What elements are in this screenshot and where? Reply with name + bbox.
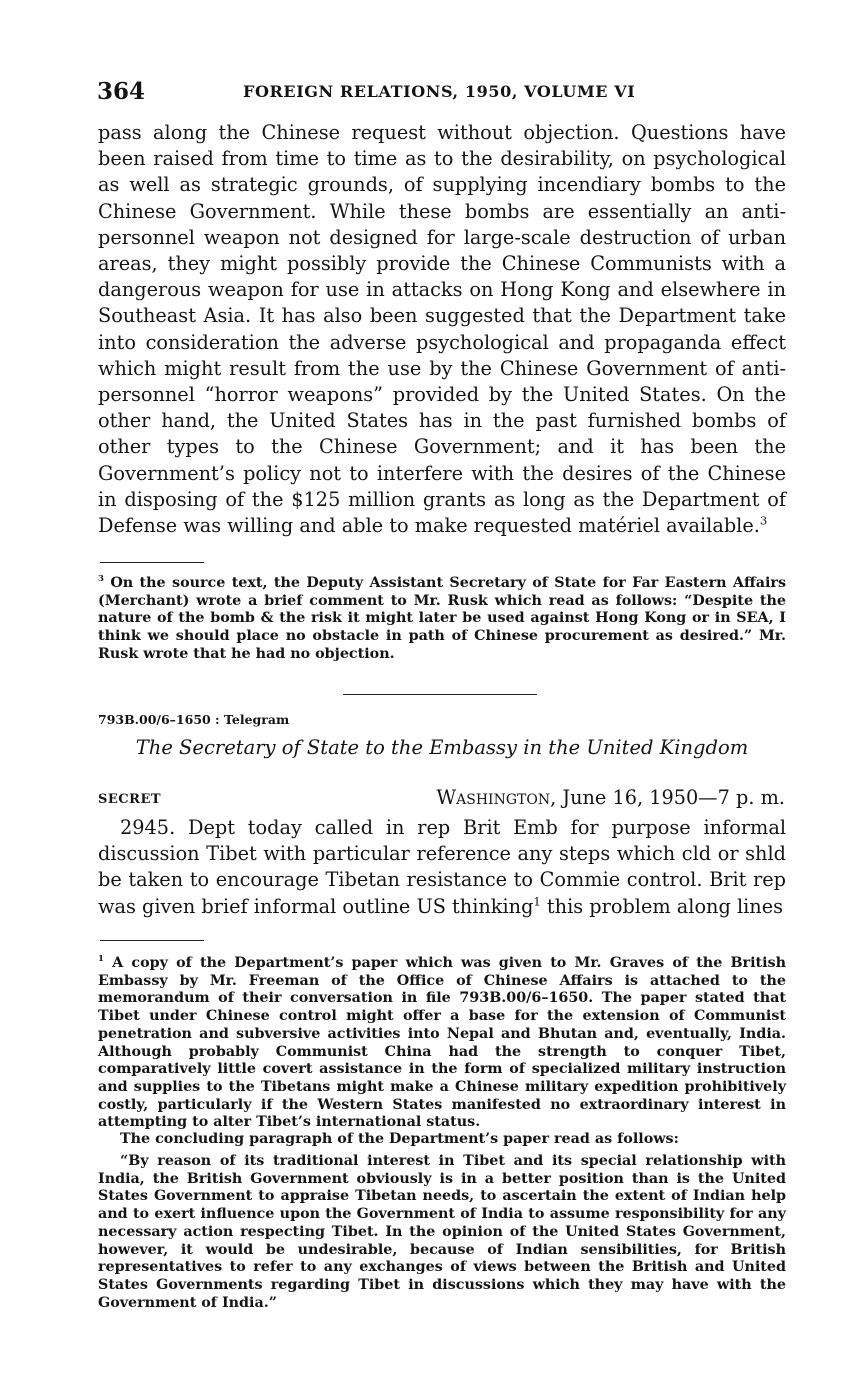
- running-head: [97, 78, 787, 108]
- footnote-1: [98, 955, 786, 1132]
- footnote-marker: 1: [98, 954, 104, 965]
- footnote-1-concluding-intro: The concluding paragraph of the Department’s paper read as follows:: [120, 1131, 679, 1147]
- dateline-date: , June 16, 1950—7 p. m.: [550, 786, 785, 809]
- classification-label: SECRET: [98, 792, 162, 807]
- running-title: FOREIGN RELATIONS, 1950, VOLUME VI: [243, 82, 636, 101]
- document-title: The Secretary of State to the Embassy in the United Kingdom: [135, 736, 749, 759]
- footnote-text: A copy of the Department’s paper which was given to Mr. Graves of the British Embassy by Mr. Freeman of the Office of Chinese Affairs is attached to the memorandum of their conversation in file 793B.00/6–1650. The paper stated that Tibet under Chinese control might offer a base for the extension of Communist penetration and subversive activities into Nepal and Bhutan and, eventually, India. Although probably Communist China had the strength to conquer Tibet, comparatively little covert assistance in the form of specialized military instruction and supplies to the Tibetans might make a Chinese military expedition prohibitively costly, particularly if the Western States manifested no extraordinary interest in attempting to alter Tibet’s international status.: [98, 955, 786, 1131]
- footnote-text: On the source text, the Deputy Assistant Secretary of State for Far Eastern Affairs (Merchant) wrote a brief comment to Mr. Rusk which read as follows: “Despite the nature of the bomb & the risk it might later be used against Hong Kong or in SEA, I think we should place no obstacle in path of Chinese procurement as desired.” Mr. Rusk wrote that he had no objection.: [98, 575, 786, 662]
- body-paragraph-telegram: [98, 815, 786, 920]
- paragraph-text: pass along the Chinese request without objection. Questions have been raised from time to time as to the desirability, on psychological as well as strategic grounds, of supplying incendiary bombs to the Chinese Government. While these bombs are essentially an anti-personnel weapon not designed for large-scale destruction of urban areas, they might possibly provide the Chinese Communists with a dangerous weapon for use in attacks on Hong Kong and elsewhere in Southeast Asia. It has also been suggested that the Department take into consideration the adverse psychological and propaganda effect which might result from the use by the Chinese Government of anti-personnel “horror weapons” provided by the United States. On the other hand, the United States has in the past furnished bombs of other types to the Chinese Government; and it has been the Government’s policy not to interfere with the desires of the Chinese in disposing of the $125 million grants as long as the Department of Defense was willing and able to make requested matériel available.: [98, 121, 786, 538]
- body-paragraph-incendiary-bombs: [98, 120, 786, 539]
- footnote-rule: [100, 940, 204, 941]
- footnote-1-quote: “By reason of its traditional interest in Tibet and its special relationship with India, the British Government obviously is in a better position than is the United States Government to appraise Tibetan needs, to ascertain the extent of Indian help and to exert influence upon the Government of India to assume responsibility for any necessary action respecting Tibet. In the opinion of the United States Government, however, it would be undesirable, because of Indian sensibilities, for British representatives to refer to any exchanges of views between the British and United States Governments regarding Tibet in discussions which they may have with the Government of India.”: [98, 1153, 786, 1311]
- footnote-3: [98, 575, 786, 664]
- section-divider: [343, 694, 537, 695]
- footnote-ref-1: 1: [533, 894, 541, 909]
- footnote-rule: [100, 562, 204, 563]
- footnote-ref-3: 3: [759, 513, 768, 528]
- file-reference: 793B.00/6–1650 : Telegram: [98, 712, 290, 727]
- dateline-place: Washington: [436, 786, 551, 809]
- paragraph-text-end: this problem along lines: [540, 894, 783, 918]
- dateline: [436, 786, 785, 809]
- page-number: 364: [97, 78, 146, 105]
- paragraph-text: 2945. Dept today called in rep Brit Emb for purpose informal discussion Tibet with particular reference any steps which cld or shld be taken to encourage Tibetan resistance to Commie control. Brit rep was given brief informal outline US thinking: [98, 816, 786, 918]
- footnote-marker: 3: [98, 574, 104, 585]
